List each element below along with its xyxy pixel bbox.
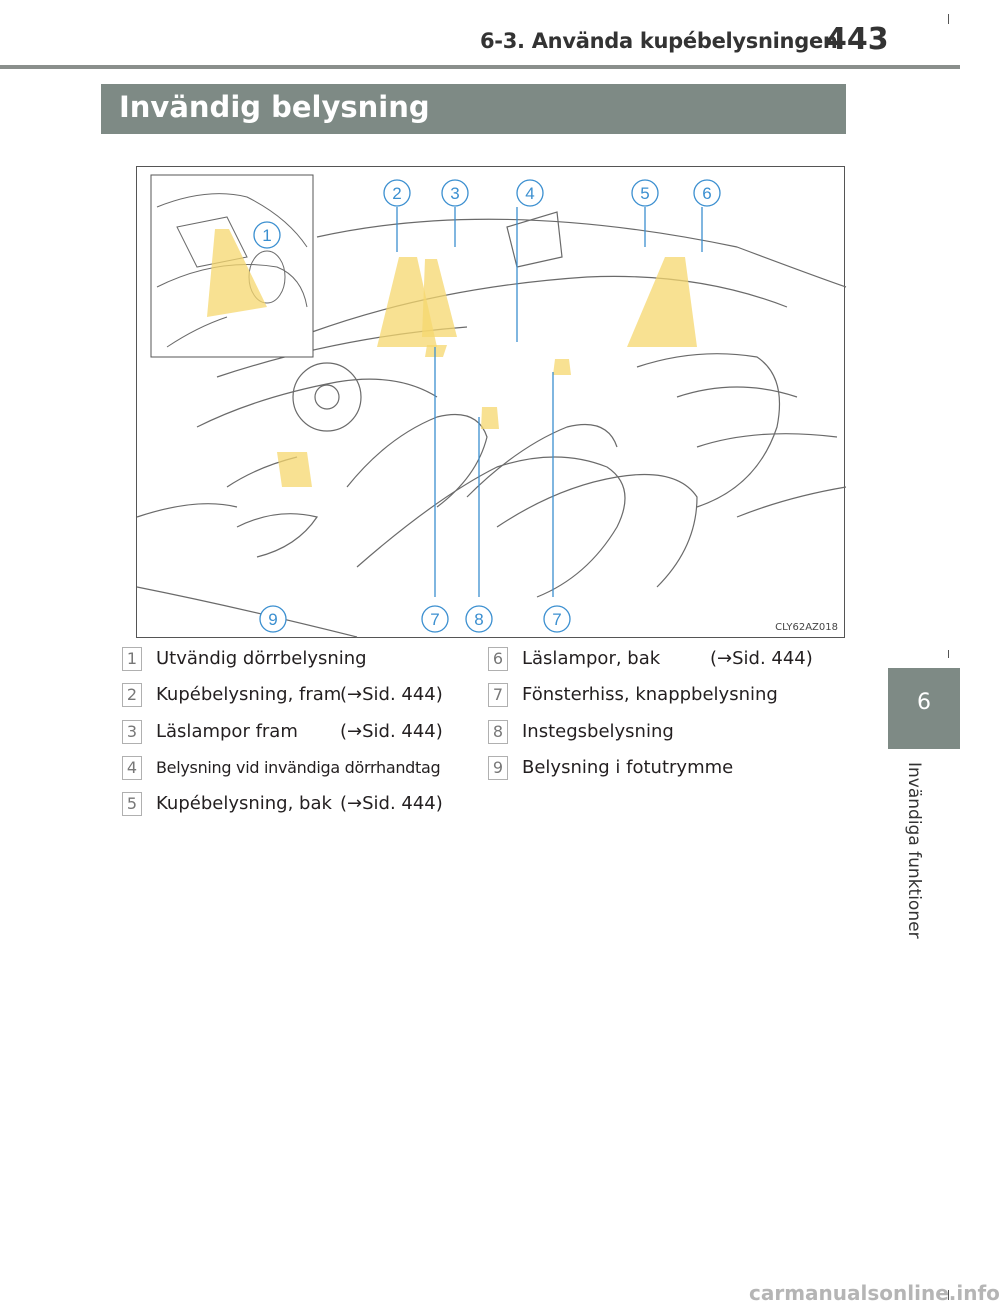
callout-7-second: 7 [552, 610, 562, 629]
legend-text: Utvändig dörrbelysning [156, 648, 367, 669]
legend-reference: (→Sid. 444) [340, 721, 443, 742]
callout-8: 8 [474, 610, 484, 629]
title-bar [101, 84, 846, 134]
legend-number: 1 [122, 647, 142, 671]
legend-text: Belysning i fotutrymme [522, 757, 734, 778]
legend-number: 8 [488, 720, 508, 744]
legend-reference: (→Sid. 444) [340, 684, 443, 705]
legend-number: 6 [488, 647, 508, 671]
crop-tick [948, 14, 949, 24]
callout-4: 4 [525, 184, 535, 203]
legend-reference: (→Sid. 444) [710, 648, 813, 669]
interior-lighting-figure [136, 166, 845, 638]
callout-5: 5 [640, 184, 650, 203]
legend-text: Instegsbelysning [522, 721, 674, 742]
legend-text: Fönsterhiss, knappbelysning [522, 684, 778, 705]
chapter-tab [888, 668, 960, 749]
legend-text: Belysning vid invändiga dörrhandtag [156, 758, 441, 777]
callout-3: 3 [450, 184, 460, 203]
chapter-number: 6 [917, 690, 931, 715]
legend-number: 4 [122, 756, 142, 780]
header-rule [0, 65, 960, 69]
callout-7: 7 [430, 610, 440, 629]
legend-text: Kupébelysning, fram [156, 684, 342, 705]
legend-number: 5 [122, 792, 142, 816]
page-title: Invändig belysning [119, 90, 430, 124]
crop-tick [948, 650, 949, 658]
watermark: carmanualsonline.info [749, 1281, 1000, 1305]
callout-1: 1 [262, 226, 272, 245]
callout-2: 2 [392, 184, 402, 203]
legend-number: 7 [488, 683, 508, 707]
page-number: 443 [826, 22, 889, 57]
legend-number: 9 [488, 756, 508, 780]
callout-9: 9 [268, 610, 278, 629]
chapter-label: Invändiga funktioner [904, 762, 924, 939]
car-interior-illustration [137, 167, 846, 639]
legend-text: Läslampor fram [156, 721, 298, 742]
legend-number: 2 [122, 683, 142, 707]
header-section-title: 6-3. Använda kupébelysningen [480, 29, 838, 53]
figure-code: CLY62AZ018 [775, 622, 838, 633]
legend-text: Läslampor, bak [522, 648, 661, 669]
legend-reference: (→Sid. 444) [340, 793, 443, 814]
legend-text: Kupébelysning, bak [156, 793, 332, 814]
callout-6: 6 [702, 184, 712, 203]
legend-number: 3 [122, 720, 142, 744]
